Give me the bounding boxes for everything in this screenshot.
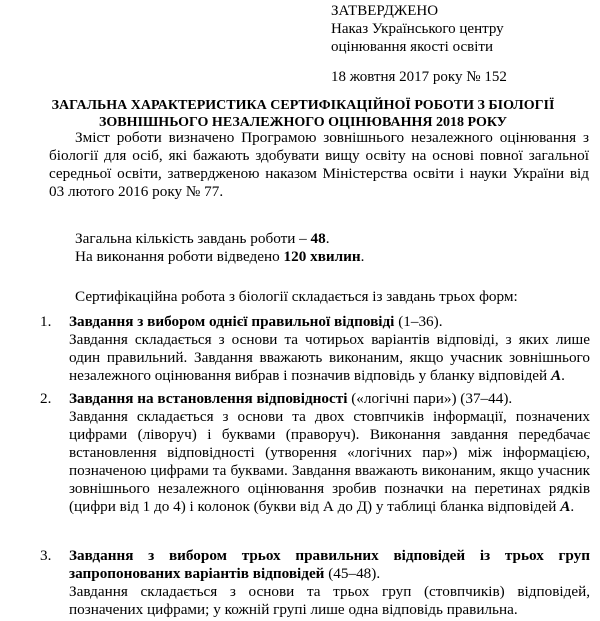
time-line <box>75 248 364 266</box>
item-desc-letter: А <box>550 367 562 384</box>
item-desc-end: . <box>561 367 565 384</box>
item-description <box>69 331 590 385</box>
time-suffix: . <box>360 248 365 265</box>
tasks-count-suffix: . <box>325 230 330 247</box>
item-desc-text: Завдання складається з основи та чотирьох варіантів відповіді, з яких лише один правильний. Завдання вважають виконаним, якщо учасник зовнішнього незалежного оцінювання вибрав і позначив відповідь у бланку відповідей <box>69 331 590 384</box>
item-title: Завдання з вибором однієї правильної відповіді <box>69 313 395 330</box>
item-title-line1: Завдання з вибором трьох правильних відповідей із трьох груп <box>69 547 590 564</box>
item-number: 3. <box>40 547 52 564</box>
item-title-line <box>69 390 590 408</box>
composition-intro: Сертифікаційна робота з біології складається із завдань трьох форм: <box>75 288 518 305</box>
list-item <box>40 313 590 385</box>
approval-date: 18 жовтня 2017 року № 152 <box>331 69 507 85</box>
stats-block <box>75 230 364 266</box>
tasks-count-line <box>75 230 364 248</box>
item-number: 1. <box>40 313 52 330</box>
approval-order-line2: оцінювання якості освіти <box>331 39 493 55</box>
tasks-count-prefix: Загальна кількість завдань роботи – <box>75 230 311 247</box>
item-number: 2. <box>40 390 52 407</box>
item-title-line2-row <box>69 565 590 583</box>
time-prefix: На виконання роботи відведено <box>75 248 284 265</box>
item-title-suffix: (45–48). <box>324 565 381 582</box>
approval-order-line1: Наказ Українського центру <box>331 21 504 37</box>
item-body <box>69 390 590 516</box>
title-line1: ЗАГАЛЬНА ХАРАКТЕРИСТИКА СЕРТИФІКАЦІЙНОЇ РОБОТИ З БІОЛОГІЇ <box>51 98 555 113</box>
item-desc-end: . <box>570 498 575 515</box>
item-body <box>69 547 590 619</box>
item-desc-text: Завдання складається з основи та двох стовпчиків інформації, позначених цифрами (ліворуч) і буквами (праворуч). Виконання завдання передбачає встановлення відповідності (утворення «логічних пар») між інформацією, позначеною цифрами та буквами. Завдання вважають виконаним, якщо учасник зовнішнього незалежного оцінювання зробив позначки на перетинах рядків (цифри від 1 до 4) і колонок (букви від А до Д) у таблиці бланка відповідей <box>69 408 590 515</box>
tasks-count-value: 48 <box>310 230 326 247</box>
document-title <box>48 97 558 131</box>
title-line2: ЗОВНІШНЬОГО НЕЗАЛЕЖНОГО ОЦІНЮВАННЯ 2018 РОКУ <box>98 115 508 130</box>
item-title-suffix: («логічні пари») (37–44). <box>347 390 513 407</box>
item-body <box>69 313 590 385</box>
item-title-line2: запропонованих варіантів відповідей <box>69 565 325 582</box>
list-item <box>40 390 590 516</box>
time-value: 120 хвилин <box>283 248 361 265</box>
item-title: Завдання на встановлення відповідності <box>69 390 348 407</box>
approval-block <box>331 2 507 86</box>
item-description: Завдання складається з основи та трьох груп (стовпчиків) відповідей, позначених цифрами; у кожній групі лише одна відповідь правильна. <box>69 583 590 618</box>
list-item <box>40 547 590 619</box>
approval-stamp: ЗАТВЕРДЖЕНО <box>331 3 439 19</box>
item-description <box>69 408 590 516</box>
item-desc-letter: А <box>560 498 571 515</box>
intro-paragraph: Зміст роботи визначено Програмою зовнішнього незалежного оцінювання з біології для осіб, які бажають здобувати вищу освіту на основі повної загальної середньої освіти, затвердженою наказом Міністерства освіти і науки України від 03 лютого 2016 року № 77. <box>49 129 589 200</box>
item-title-suffix: (1–36). <box>394 313 443 330</box>
item-title-line <box>69 313 590 331</box>
